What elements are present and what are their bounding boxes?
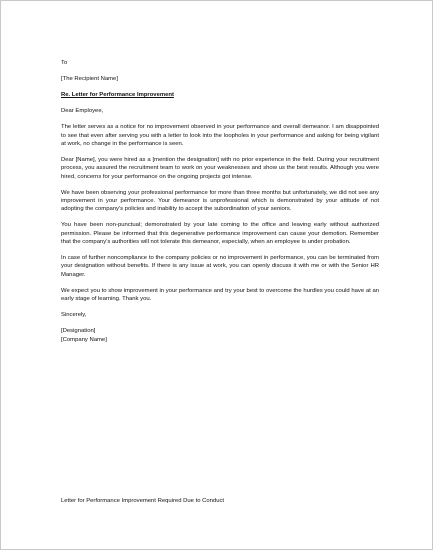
letter-body — [61, 59, 379, 344]
paragraph-4: You have been non-punctual; demonstrated by your late coming to the office and leaving early without authorized permission. Please be informed that this degenerative performance improvement can cause your demotion. Remember that the company's authorities will not tolerate this demeanor, especially, when an employee is under probation. — [61, 222, 379, 246]
paragraph-6: We expect you to show improvement in your performance and try your best to overcome the hurdles you could have at an early stage of learning. Thank you. — [61, 287, 379, 303]
letter-subject: Re. Letter for Performance Improvement — [61, 92, 174, 99]
closing: Sincerely, — [61, 312, 87, 319]
paragraph-2: Dear [Name], you were hired as a [mention the designation] with no prior experience in the field. During your recruitment process, you assured the recruitment team to work on your weaknesses and show us the best results. Although you were hired, concerns for your performance on the ongoing projects got intense. — [61, 157, 379, 180]
paragraph-5: In case of further noncompliance to the company policies or no improvement in performance, you can be terminated from your designation without benefits. If there is any issue at work, you can openly discuss it with me or with the Senior HR Manager. — [61, 255, 379, 278]
paragraph-1: The letter serves as a notice for no improvement observed in your performance and overall demeanor. I am disappointed to see that even after serving you with a letter to look into the loopholes in your performance and asking for being vigilant at work, no change in the performance is seen. — [61, 124, 379, 147]
salutation: Dear Employee, — [61, 108, 104, 115]
sender-designation: [Designation] — [61, 328, 96, 335]
to-label: To — [61, 60, 68, 66]
sender-company: [Company Name] — [61, 336, 107, 343]
page-footer-caption: Letter for Performance Improvement Required Due to Conduct — [61, 498, 225, 504]
recipient-name: [The Recipient Name] — [61, 76, 118, 83]
paragraph-3: We have been observing your professional performance for more than three months but unfortunately, we did not see any improvement in your performance. Your demeanor is unprofessional which is demonstrated by your attitude of not adopting the company's policies and inability to accept the subordination of your seniors. — [61, 189, 379, 213]
